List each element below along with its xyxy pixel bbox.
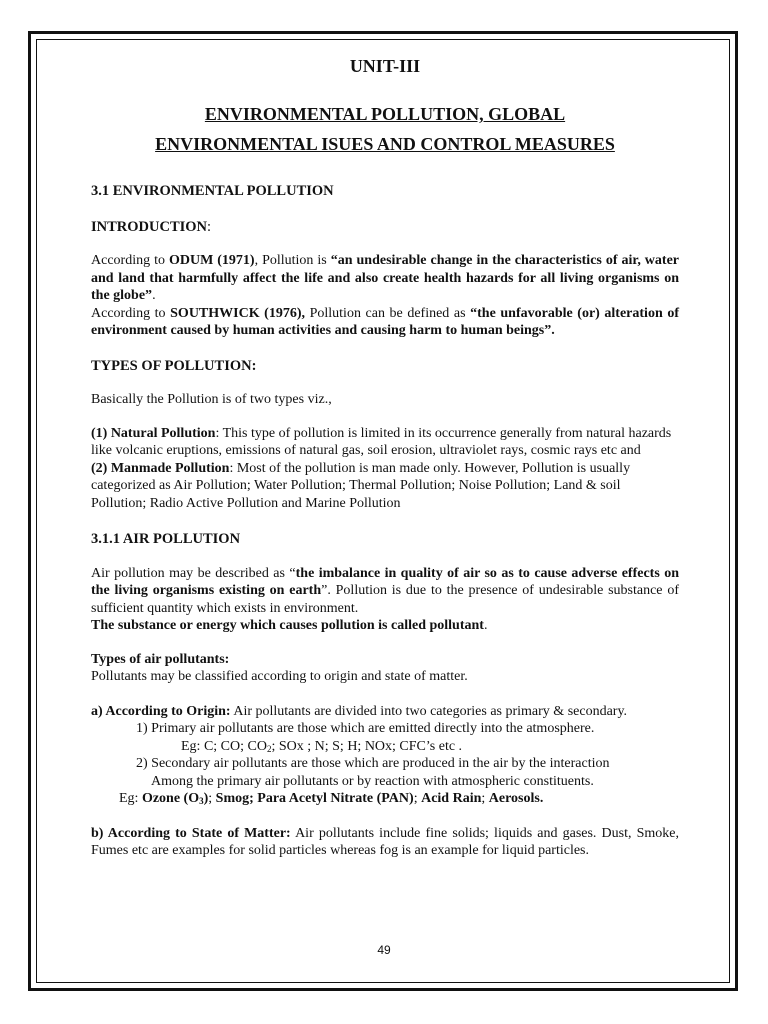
types-intro: Basically the Pollution is of two types viz., (91, 392, 332, 407)
air-def-post: ”. Pollution is due to the presence of undesirable substance of sufficient quantity which exists in environment. (91, 583, 679, 616)
southwick-mid: Pollution can be defined as (305, 305, 471, 321)
main-title-line-2: ENVIRONMENTAL ISUES AND CONTROL MEASURES (155, 133, 615, 154)
manmade-pollution-paragraph (91, 460, 679, 513)
manmade-pollution-text: : Most of the pollution is man made only. However, Pollution is usually categorized as Air Pollution; Water Pollution; Thermal Pollution; Noise Pollution; Land & soil Pollution; Radio Active Pollution and Marine Pollution (91, 460, 631, 511)
sep-1: ; (208, 791, 216, 806)
primary-pollutants: 1) Primary air pollutants are those which are emitted directly into the atmosphere. (136, 721, 595, 736)
ozone (142, 791, 208, 806)
section-heading-3-1-1: 3.1.1 AIR POLLUTION (91, 531, 241, 547)
origin-text: Air pollutants are divided into two categories as primary & secondary. (230, 703, 628, 719)
pollutant-definition-end: . (483, 618, 488, 633)
types-of-air-pollutants-intro: Pollutants may be classified according to origin and state of matter. (91, 669, 468, 684)
section-heading-3-1: 3.1 ENVIRONMENTAL POLLUTION (91, 183, 334, 199)
odum-definition (91, 252, 679, 305)
air-def-bold: the imbalance in quality of air so as to cause adverse effects on the living organisms existing on earth (91, 565, 680, 598)
primary-eg-post: ; SOx ; N; S; H; NOx; CFC’s etc . (271, 738, 463, 754)
secondary-pollutants-line-1: 2) Secondary air pollutants are those which are produced in the air by the interaction (136, 756, 610, 771)
sep-2: ; (413, 791, 422, 806)
primary-eg-pre: Eg: C; CO; CO (181, 738, 267, 754)
primary-eg-sub: 2 (266, 743, 272, 754)
state-label: b) According to State of Matter: (91, 825, 291, 841)
sep-3: ; (481, 791, 489, 806)
odum-quote: “an undesirable change in the characteristics of air, water and land that harmfully affect the life and also create health hazards for all living organisms on the globe” (91, 253, 679, 303)
types-of-air-pollutants-heading: Types of air pollutants: (91, 651, 230, 667)
secondary-pollutants-line-2: Among the primary air pollutants or by reaction with atmospheric constituents. (151, 773, 594, 789)
natural-pollution-label: (1) Natural Pollution (91, 425, 216, 441)
secondary-examples (91, 790, 679, 808)
air-def-pre: Air pollution may be described as “ (91, 565, 296, 581)
aerosols: Aerosols. (488, 791, 544, 806)
introduction-heading-text: INTRODUCTION (91, 218, 208, 235)
acid-rain: Acid Rain (421, 791, 482, 806)
pollutant-definition (91, 617, 679, 635)
southwick-pre: According to (91, 305, 171, 321)
odum-mid: , Pollution is (254, 253, 331, 268)
document-body (91, 58, 679, 860)
main-title-line-1: ENVIRONMENTAL POLLUTION, GLOBAL (204, 104, 566, 124)
southwick-author: SOUTHWICK (1976), (170, 305, 306, 321)
natural-pollution-paragraph (91, 425, 679, 460)
according-to-origin (91, 703, 679, 721)
southwick-definition (91, 305, 679, 340)
air-pollution-definition (91, 565, 679, 618)
ozone-close: ) (203, 791, 209, 806)
odum-pre: According to (91, 253, 169, 268)
state-text: Air pollutants include fine solids; liquids and gases. Dust, Smoke, Fumes etc are examples for solid particles whereas fog is an example for liquid particles. (91, 825, 679, 858)
pollutant-definition-bold: The substance or energy which causes pollution is called pollutant (91, 618, 484, 633)
natural-pollution-text: : This type of pollution is limited in its occurrence generally from natural hazards like volcanic eruptions, emissions of natural gas, soil erosion, ultraviolet rays, cosmic rays etc and (91, 425, 672, 458)
introduction-heading (91, 219, 679, 237)
ozone-sub: 3 (199, 796, 204, 806)
ozone-text: Ozone (O (141, 791, 200, 806)
types-of-pollution-heading: TYPES OF POLLUTION: (91, 357, 257, 374)
unit-title: UNIT-III (349, 56, 421, 76)
primary-examples (91, 738, 679, 756)
odum-end: . (152, 288, 156, 303)
introduction-heading-colon: : (207, 218, 212, 235)
origin-label: a) According to Origin: (91, 703, 231, 719)
odum-author: ODUM (1971) (168, 253, 255, 268)
page-number: 49 (377, 943, 391, 957)
smog-pan: Smog; Para Acetyl Nitrate (PAN) (215, 791, 414, 806)
according-to-state-of-matter (91, 825, 679, 860)
southwick-quote: “the unfavorable (or) alteration of environment caused by human activities and causing harm to human beings”. (91, 305, 679, 338)
secondary-eg-pre: Eg: (119, 791, 142, 806)
manmade-pollution-label: (2) Manmade Pollution (91, 460, 230, 476)
